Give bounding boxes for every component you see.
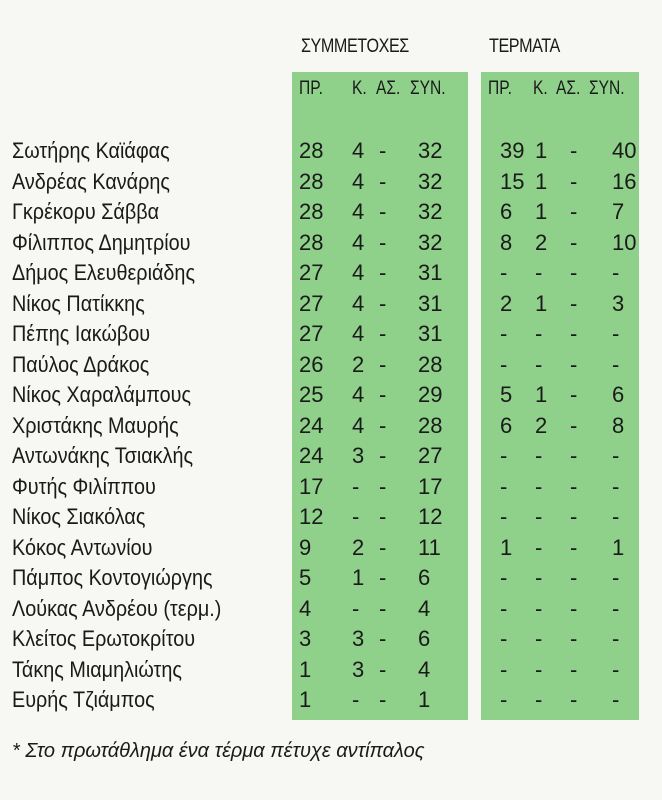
goals-cell: - xyxy=(612,443,620,468)
goals-cell: - xyxy=(570,351,578,377)
appearances-cell: 27 xyxy=(299,321,324,346)
player-name: Νίκος Χαραλάμπους xyxy=(12,382,192,407)
appearances-cell: 4 xyxy=(352,229,365,255)
appearances-cell: 12 xyxy=(418,504,443,529)
col-header-apps-total: ΣΥΝ. xyxy=(410,78,446,99)
appearances-cell: 1 xyxy=(299,656,312,682)
goals-cell: 2 xyxy=(535,229,548,255)
appearances-cell: 4 xyxy=(352,138,365,163)
footnote: * Στο πρωτάθλημα ένα τέρμα πέτυχε αντίπαλος xyxy=(12,740,425,762)
goals-cell: - xyxy=(535,595,543,621)
goals-cell: - xyxy=(535,443,543,468)
goals-cell: - xyxy=(535,504,543,529)
goals-cell: - xyxy=(612,595,620,621)
table-row xyxy=(0,228,662,258)
goals-cell: 1 xyxy=(612,534,625,560)
table-row xyxy=(0,655,662,685)
appearances-cell: 1 xyxy=(299,687,312,712)
goals-cell: - xyxy=(570,443,578,468)
appearances-cell: 6 xyxy=(418,626,431,651)
player-name: Πάμπος Κοντογιώργης xyxy=(12,565,213,590)
goals-cell: - xyxy=(612,626,620,651)
appearances-cell: 3 xyxy=(352,656,365,682)
appearances-cell: 12 xyxy=(299,504,324,529)
goals-cell: 16 xyxy=(612,168,637,194)
table-row xyxy=(0,594,662,624)
player-name: Ευρής Τζιάμπος xyxy=(12,687,155,712)
goals-cell: 1 xyxy=(500,534,513,560)
goals-cell: - xyxy=(535,534,543,560)
goals-cell: - xyxy=(535,351,543,377)
appearances-cell: - xyxy=(379,595,387,621)
appearances-cell: 32 xyxy=(418,229,443,255)
appearances-cell: - xyxy=(379,199,387,224)
table-row xyxy=(0,380,662,410)
table-row xyxy=(0,441,662,471)
player-name: Τάκης Μιαμηλιώτης xyxy=(12,656,182,682)
appearances-cell: 26 xyxy=(299,351,324,377)
goals-cell: - xyxy=(612,687,620,712)
appearances-cell: 5 xyxy=(299,565,312,590)
appearances-cell: 4 xyxy=(352,290,365,316)
table-row xyxy=(0,258,662,288)
appearances-cell: 3 xyxy=(299,626,312,651)
goals-cell: - xyxy=(570,534,578,560)
appearances-cell: 4 xyxy=(299,595,312,621)
appearances-cell: - xyxy=(379,260,387,285)
appearances-cell: 3 xyxy=(352,626,365,651)
goals-cell: - xyxy=(500,351,508,377)
player-name: Χριστάκης Μαυρής xyxy=(12,412,179,438)
goals-cell: 8 xyxy=(612,412,625,438)
goals-cell: - xyxy=(500,504,508,529)
goals-cell: - xyxy=(570,382,578,407)
goals-cell: - xyxy=(612,656,620,682)
appearances-cell: - xyxy=(379,382,387,407)
goals-cell: - xyxy=(535,473,543,499)
goals-cell: - xyxy=(612,260,620,285)
appearances-cell: 4 xyxy=(352,382,365,407)
appearances-cell: 32 xyxy=(418,138,443,163)
goals-cell: 1 xyxy=(535,290,548,316)
goals-cell: 1 xyxy=(535,168,548,194)
goals-cell: 7 xyxy=(612,199,625,224)
appearances-cell: 32 xyxy=(418,199,443,224)
appearances-cell: - xyxy=(379,565,387,590)
appearances-cell: - xyxy=(379,321,387,346)
appearances-cell: 4 xyxy=(352,168,365,194)
player-name: Δήμος Ελευθεριάδης xyxy=(12,260,195,285)
appearances-cell: 1 xyxy=(352,565,365,590)
goals-header: ΤΕΡΜΑΤΑ xyxy=(489,36,560,57)
goals-cell: - xyxy=(500,687,508,712)
goals-cell: - xyxy=(500,473,508,499)
goals-cell: - xyxy=(570,504,578,529)
appearances-cell: 11 xyxy=(418,534,441,560)
appearances-cell: - xyxy=(352,687,360,712)
table-row xyxy=(0,563,662,593)
appearances-cell: - xyxy=(379,656,387,682)
col-header-goals-other: ΑΣ. xyxy=(556,78,581,99)
goals-cell: - xyxy=(500,260,508,285)
table-row xyxy=(0,685,662,715)
col-header-goals-total: ΣΥΝ. xyxy=(589,78,625,99)
goals-cell: 15 xyxy=(500,168,525,194)
goals-cell: 40 xyxy=(612,138,637,163)
appearances-cell: 32 xyxy=(418,168,443,194)
appearances-cell: - xyxy=(379,473,387,499)
goals-cell: 2 xyxy=(535,412,548,438)
player-name: Γκρέκορυ Σάββα xyxy=(12,199,160,224)
player-name: Φίλιππος Δημητρίου xyxy=(12,229,191,255)
goals-cell: - xyxy=(500,656,508,682)
goals-cell: 6 xyxy=(500,199,513,224)
appearances-cell: 4 xyxy=(352,260,365,285)
player-name: Φυτής Φιλίππου xyxy=(12,473,156,499)
goals-cell: - xyxy=(535,626,543,651)
goals-cell: - xyxy=(500,626,508,651)
appearances-cell: - xyxy=(352,473,360,499)
appearances-cell: 1 xyxy=(418,687,431,712)
goals-cell: 39 xyxy=(500,138,525,163)
appearances-cell: - xyxy=(379,626,387,651)
goals-cell: - xyxy=(535,687,543,712)
goals-cell: 3 xyxy=(612,290,625,316)
appearances-cell: 4 xyxy=(352,412,365,438)
player-name: Πέπης Ιακώβου xyxy=(12,321,151,346)
player-name: Νίκος Πατίκκης xyxy=(12,290,145,316)
appearances-cell: 27 xyxy=(418,443,443,468)
table-row xyxy=(0,472,662,502)
goals-cell: - xyxy=(535,321,543,346)
goals-cell: 5 xyxy=(500,382,513,407)
goals-cell: - xyxy=(570,656,578,682)
appearances-cell: 2 xyxy=(352,351,365,377)
goals-cell: - xyxy=(570,626,578,651)
goals-cell: 8 xyxy=(500,229,513,255)
goals-cell: - xyxy=(570,687,578,712)
appearances-cell: 4 xyxy=(352,199,365,224)
appearances-cell: 4 xyxy=(418,595,431,621)
table-row xyxy=(0,350,662,380)
appearances-cell: - xyxy=(379,168,387,194)
goals-cell: - xyxy=(570,168,578,194)
goals-cell: 1 xyxy=(535,199,548,224)
player-name: Αντωνάκης Τσιακλής xyxy=(12,443,194,468)
appearances-cell: 17 xyxy=(418,473,443,499)
appearances-cell: 4 xyxy=(418,656,431,682)
goals-cell: 6 xyxy=(612,382,625,407)
goals-cell: - xyxy=(570,412,578,438)
col-header-goals-league: ΠΡ. xyxy=(488,78,512,99)
appearances-cell: 28 xyxy=(299,229,324,255)
table-row xyxy=(0,136,662,166)
table-row xyxy=(0,502,662,532)
appearances-cell: - xyxy=(352,504,360,529)
appearances-cell: - xyxy=(379,412,387,438)
appearances-header: ΣΥΜΜΕΤΟΧΕΣ xyxy=(301,36,409,57)
goals-cell: - xyxy=(500,565,508,590)
table-row xyxy=(0,197,662,227)
appearances-cell: - xyxy=(379,229,387,255)
goals-cell: - xyxy=(535,260,543,285)
appearances-cell: 17 xyxy=(299,473,324,499)
goals-cell: 6 xyxy=(500,412,513,438)
goals-cell: - xyxy=(612,321,620,346)
goals-cell: - xyxy=(570,229,578,255)
goals-cell: - xyxy=(612,473,620,499)
appearances-cell: - xyxy=(379,138,387,163)
appearances-cell: - xyxy=(379,290,387,316)
appearances-cell: 6 xyxy=(418,565,431,590)
appearances-cell: 25 xyxy=(299,382,324,407)
goals-cell: - xyxy=(535,656,543,682)
appearances-cell: 2 xyxy=(352,534,365,560)
goals-cell: - xyxy=(570,595,578,621)
player-name: Παύλος Δράκος xyxy=(12,351,150,377)
appearances-cell: - xyxy=(352,595,360,621)
appearances-cell: 31 xyxy=(418,321,443,346)
appearances-cell: 28 xyxy=(299,199,324,224)
goals-cell: - xyxy=(500,595,508,621)
player-name: Ανδρέας Κανάρης xyxy=(12,168,170,194)
appearances-cell: 27 xyxy=(299,290,324,316)
appearances-cell: - xyxy=(379,504,387,529)
player-name: Νίκος Σιακόλας xyxy=(12,504,146,529)
appearances-cell: 31 xyxy=(418,260,443,285)
appearances-cell: 28 xyxy=(299,168,324,194)
goals-cell: - xyxy=(570,290,578,316)
table-row xyxy=(0,319,662,349)
table-row xyxy=(0,533,662,563)
appearances-cell: 28 xyxy=(299,138,324,163)
player-name: Σωτήρης Καϊάφας xyxy=(12,138,170,163)
appearances-cell: 28 xyxy=(418,412,443,438)
table-row xyxy=(0,624,662,654)
goals-cell: - xyxy=(500,443,508,468)
goals-cell: - xyxy=(612,565,620,590)
appearances-cell: - xyxy=(379,534,387,560)
player-name: Κλείτος Ερωτοκρίτου xyxy=(12,626,196,651)
goals-cell: - xyxy=(570,473,578,499)
appearances-cell: 9 xyxy=(299,534,312,560)
appearances-cell: - xyxy=(379,351,387,377)
appearances-cell: 4 xyxy=(352,321,365,346)
goals-cell: 2 xyxy=(500,290,513,316)
goals-cell: 1 xyxy=(535,138,548,163)
appearances-cell: 3 xyxy=(352,443,365,468)
player-name: Λούκας Ανδρέου (τερμ.) xyxy=(12,595,222,621)
goals-cell: - xyxy=(500,321,508,346)
goals-cell: - xyxy=(570,321,578,346)
table-row xyxy=(0,289,662,319)
appearances-cell: 24 xyxy=(299,412,324,438)
appearances-cell: - xyxy=(379,443,387,468)
appearances-cell: 29 xyxy=(418,382,443,407)
goals-cell: - xyxy=(612,504,620,529)
goals-cell: - xyxy=(570,199,578,224)
appearances-cell: 27 xyxy=(299,260,324,285)
table-row xyxy=(0,411,662,441)
appearances-cell: 28 xyxy=(418,351,443,377)
col-header-goals-cup: Κ. xyxy=(533,78,548,99)
goals-cell: - xyxy=(570,260,578,285)
goals-cell: 10 xyxy=(612,229,637,255)
col-header-apps-cup: Κ. xyxy=(352,78,367,99)
goals-cell: - xyxy=(612,351,620,377)
player-name: Κόκος Αντωνίου xyxy=(12,534,153,560)
goals-cell: - xyxy=(570,138,578,163)
goals-cell: - xyxy=(570,565,578,590)
appearances-cell: 31 xyxy=(418,290,443,316)
col-header-apps-other: ΑΣ. xyxy=(376,78,401,99)
col-header-apps-league: ΠΡ. xyxy=(299,78,323,99)
goals-cell: - xyxy=(535,565,543,590)
goals-cell: 1 xyxy=(535,382,548,407)
appearances-cell: - xyxy=(379,687,387,712)
table-row xyxy=(0,167,662,197)
appearances-cell: 24 xyxy=(299,443,324,468)
